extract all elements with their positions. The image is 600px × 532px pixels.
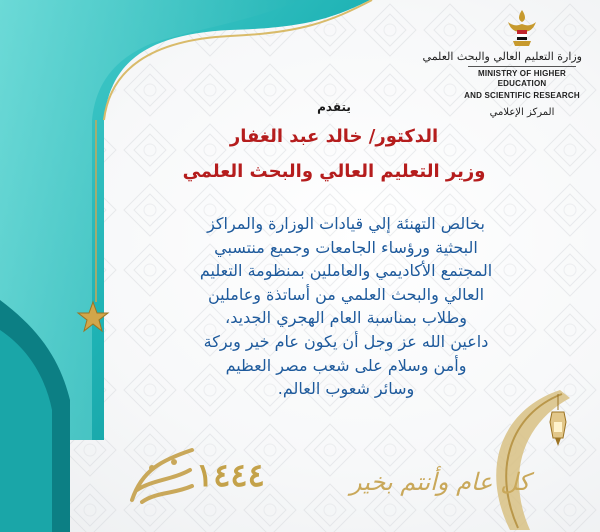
hijri-calligraphy-icon: [122, 440, 202, 510]
title-block: [168, 95, 500, 185]
message-line: بخالص التهنئة إلي قيادات الوزارة والمراكز: [207, 214, 485, 233]
star-ornament-icon: [76, 300, 110, 334]
message-line: المجتمع الأكاديمي والعاملين بمنظومة التعليم: [199, 261, 493, 281]
message-line: وأمن وسلام على شعب مصر العظيم: [225, 355, 467, 375]
message-line: البحثية ورؤساء الجامعات وجميع منتسبي: [214, 237, 478, 257]
ministry-english-line1: MINISTRY OF HIGHER EDUCATION: [477, 69, 567, 88]
message-line: وطلاب بمناسبة العام الهجري الجديد،: [225, 308, 467, 328]
offers-label: يتقدم: [317, 100, 351, 114]
message-line: العالي والبحث العلمي من أساتذة وعاملين: [207, 284, 485, 304]
greeting-calligraphy: كل عام وأنتم بخير: [350, 468, 530, 496]
lantern-icon: [546, 394, 570, 454]
egypt-eagle-icon: [505, 8, 539, 48]
logo-divider: [468, 66, 576, 67]
ministry-arabic-name: وزارة التعليم العالي والبحث العلمي: [422, 50, 582, 63]
doctor-name: الدكتور/ خالد عبد الغفار: [229, 126, 439, 147]
congratulation-message: [132, 212, 560, 401]
crescent-icon: [470, 380, 600, 532]
media-center-label: المركز الإعلامي: [489, 107, 555, 118]
ministry-english-line2: AND SCIENTIFIC RESEARCH: [464, 91, 580, 100]
message-line: داعين الله عز وجل أن يكون عام خير وبركة: [203, 331, 489, 351]
message-line: وسائر شعوب العالم.: [277, 379, 415, 399]
minister-title: وزير التعليم العالي والبحث العلمي: [182, 161, 486, 182]
hijri-year: ١٤٤٤: [196, 456, 265, 494]
